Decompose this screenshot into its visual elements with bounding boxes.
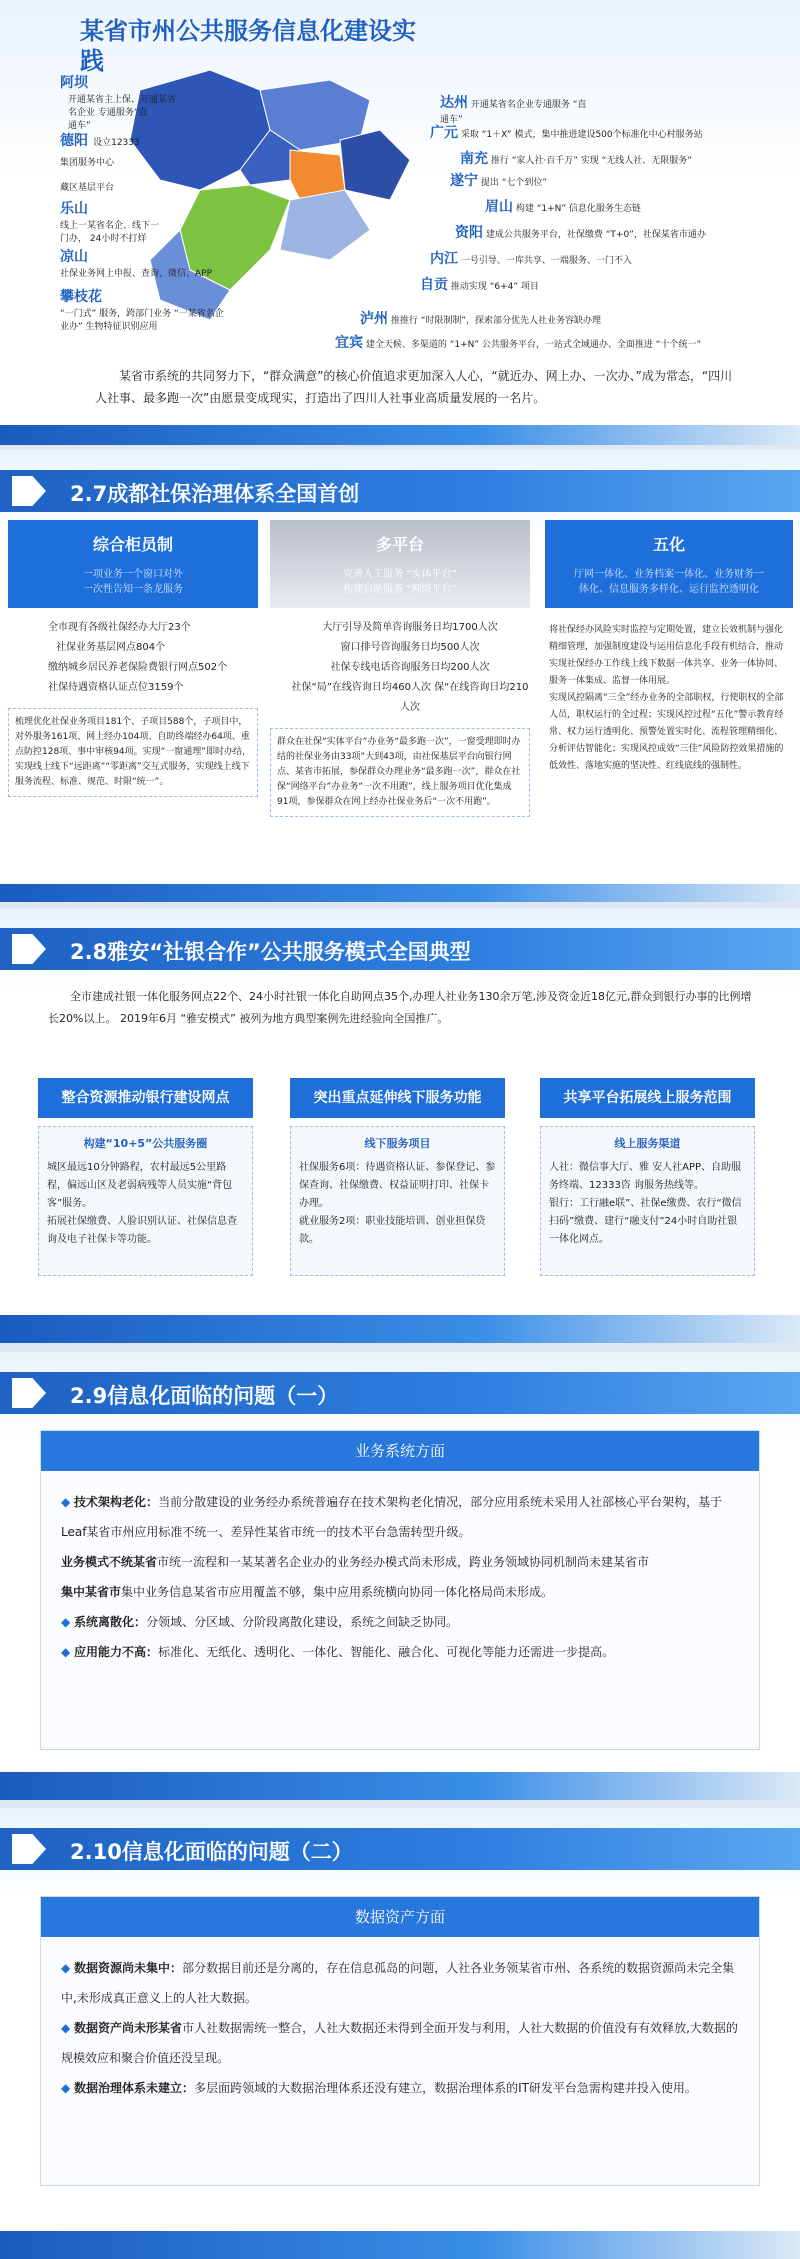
slide2-header: [0, 470, 800, 512]
city-desc: 藏区基层平台: [60, 183, 115, 193]
slide4-footer: [0, 1772, 800, 1800]
col-head: 综合柜员制 一项业务一个窗口对外 一次性告知一条龙服务: [8, 520, 258, 608]
feature-button-1[interactable]: 整合资源推动银行建设网点: [38, 1078, 253, 1118]
slide-4: [0, 1352, 800, 1800]
section-bar: 业务系统方面: [41, 1431, 759, 1471]
cities-right: [420, 92, 790, 300]
city-desc: 构建 “1+N” 信息化服务生态链: [515, 204, 641, 214]
city-desc: 推动实现 “6+4” 项目: [450, 282, 539, 292]
col-multiplatform: 多平台 完善人工服务 “实体平台” 构建自助服务 “网络平台” 大厅引导及简单咨询服务日均1700人次 窗口排号咨询服务日均500人次 社保专线电话咨询服务日均200人次 社保“局”在线咨询日均460人次 保“在线咨询日均210人次 群众在社保“实体平台”办业务“最多跑一次”，一窗受理即时办结的社保业务由33项”大到43项，由社保基层平台向银行网点、某省市拓展，参保群众办理业务“最多跑一次”，群众在社保“网络平台”办业务“一次不用跑”，线上服务项目优化集成91项，参保群众在网上经办社保业务后“一次不用跑”。: [270, 520, 530, 817]
col-five: [545, 520, 793, 779]
slide2-title: 2.7成都社保治理体系全国首创: [70, 482, 360, 506]
city-name: 泸州: [360, 311, 388, 327]
section-bar: 数据资产方面: [41, 1897, 759, 1937]
cities-left: [60, 72, 250, 332]
city-desc: “一门式” 服务，跨部门业务 “一某省名企 业办” 生物特征识别应用: [60, 309, 224, 332]
issue-item: 集中某省市集中业务信息某省市应用覆盖不够，集中应用系统横向协同一体化格局尚未形成。: [61, 1585, 554, 1599]
slide5-panel: [40, 1896, 760, 2186]
city-desc: 开通某省名企业专通服务 “直 通车”: [440, 100, 587, 125]
slide5-header: [0, 1828, 800, 1870]
city-name: 内江: [430, 251, 458, 267]
slide-2: [0, 450, 800, 902]
col-comprehensive: 综合柜员制 一项业务一个窗口对外 一次性告知一条龙服务 全市现有各级社保经办大厅23个 社保业务基层网点804个 缴纳城乡居民养老保险费银行网点502个 社保待遇资格认证点位3159个 梳理优化社保业务项目181个、子项目588个，子项目中，对外服务161项、网上经办104项、自助终端经办64项、重点防控128项、事中审核94项。实现“一窗通理”即时办结，实现线上线下“远距离”“零距离”交互式服务，实现线上线下服务流程、标准、规范、时限“统一”。: [8, 520, 258, 797]
col-head: 五化 厅网一体化、业务档案一体化、业务财务一 体化、信息服务多样化、运行监控透明化: [545, 520, 793, 608]
feature-button-3[interactable]: 共享平台拓展线上服务范围: [540, 1078, 755, 1118]
col-detail: 将社保经办风险实时监控与定期处置，建立长效机制与强化精细管理，加强制度建设与运用信息化手段有机结合，推动实现社保经办工作线上线下数据一体共享、业务一体协同、服务一体集成、监督一体用展。 实现风控隔离“三全”经办业务的全部职权，行使职权的全部人员，职权运行的全过程；实现风控过程“五化”警示教育经常、权力运行透明化、预警处置实时化、流程管理精细化、分析评估智能化；实现风控成效“三佳”风险防控效果措施的低效性、落地实施的坚决性、红线底线的强制性。: [549, 625, 784, 771]
city-name: 遂宁: [450, 173, 478, 189]
city-name: 南充: [460, 151, 488, 167]
city-row-luzhou: [360, 308, 790, 328]
slide4-header: [0, 1372, 800, 1414]
city-name: 宜宾: [335, 335, 363, 351]
city-name: 德阳: [60, 133, 88, 149]
city-desc: 建成公共服务平台，社保缴费 “T+0”，社保某省市通办: [485, 230, 706, 240]
issue-item: ◆ 技术架构老化：当前分散建设的业务经办系统普遍存在技术架构老化情况，部分应用系统未采用人社部核心平台架构，基于Leaf某省市州应用标准不统一、差异性某省市统一的技术平台急需转型升级。: [61, 1495, 723, 1539]
slide-3: [0, 908, 800, 1343]
col-detail: 群众在社保“实体平台”办业务“最多跑一次”，一窗受理即时办结的社保业务由33项”大到43项，由社保基层平台向银行网点、某省市拓展，参保群众办理业务“最多跑一次”，群众在社保“网络平台”办业务“一次不用跑”，线上服务项目优化集成91项，参保群众在网上经办社保业务后“一次不用跑”。: [270, 728, 530, 817]
col-detail: 梳理优化社保业务项目181个、子项目588个，子项目中，对外服务161项、网上经办104项、自助终端经办64项、重点防控128项、事中审核94项。实现“一窗通理”即时办结，实现线上线下“远距离”“零距离”交互式服务，实现线上线下服务流程、标准、规范、时限“统一”。: [8, 708, 258, 797]
feature-card-3: 线上服务渠道 人社：微信事大厅、雅 安人社APP、自助服务终端、12333咨 询服务热线等。 银行：工行融e联”、社保e缴费、农行“微信扫码”缴费、建行“融支付”24小时自助社银一体化网点。: [540, 1126, 755, 1276]
slide1-summary: 某省市系统的共同努力下，“群众满意”的核心价值追求更加深入人心，“就近办、网上办、一次办、”成为常态，“四川人社事、最多跑一次”由愿景变成现实，打造出了四川人社事业高质量发展的一名片。: [95, 369, 733, 405]
city-name: 阿坝: [60, 75, 88, 91]
city-name: 眉山: [485, 199, 513, 215]
feature-card-2: 线下服务项目 社保服务6项：待遇资格认证、参保登记、参保查询、社保缴费、权益证明打印、社保卡办理。 就业服务2项：职业技能培训、创业担保贷款。: [290, 1126, 505, 1276]
slide4-panel: [40, 1430, 760, 1750]
slide3-title: 2.8雅安“社银合作”公共服务模式全国典型: [70, 940, 471, 964]
city-desc: 开通某省主上保、开通某省 名企业 专通服务“直 通车”: [68, 95, 177, 131]
issue-item: ◆ 系统离散化：分领域、分区域、分阶段离散化建设，系统之间缺乏协同。: [61, 1615, 459, 1629]
city-name: 攀枝花: [60, 289, 102, 305]
slide-5: [0, 1808, 800, 2259]
issue-item: ◆ 数据治理体系未建立：多层面跨领域的大数据治理体系还没有建立，数据治理体系的IT研发平台急需构建并投入使用。: [61, 2081, 697, 2095]
city-desc: 提出 “七个到位”: [480, 178, 548, 188]
slide1-footer: [0, 425, 800, 445]
slide1-title: 某省市州公共服务信息化建设实 践: [80, 17, 416, 75]
city-row-yibin: [335, 332, 795, 352]
slide3-header: [0, 928, 800, 970]
slide5-title: 2.10信息化面临的问题（二）: [70, 1840, 353, 1864]
slide3-footer: [0, 1315, 800, 1343]
slide4-title: 2.9信息化面临的问题（一）: [70, 1384, 339, 1408]
col-head: 多平台 完善人工服务 “实体平台” 构建自助服务 “网络平台”: [270, 520, 530, 608]
city-name: 自贡: [420, 277, 448, 293]
slide2-footer: [0, 884, 800, 902]
city-name: 乐山: [60, 201, 88, 217]
city-name: 达州: [440, 95, 468, 111]
map-region-southeast: [280, 190, 370, 260]
city-desc: 推推行 “时限制制”，探索部分优先人社业务容缺办理: [390, 316, 602, 326]
city-desc: 设立12333 集团服务中心: [60, 138, 140, 168]
slide-1: [0, 0, 800, 445]
issue-item: ◆ 数据资产尚未形某省市人社数据需统一整合，人社大数据还未得到全面开发与利用，人社大数据的价值没有有效释放,大数据的规模效应和聚合价值还没呈现。: [61, 2021, 738, 2065]
slide3-intro: 全市建成社银一体化服务网点22个、24小时社银一体化自助网点35个,办理人社业务130余万笔,涉及资金近18亿元,群众到银行办事的比例增长20%以上。 2019年6月 “雅安模式” 被列为地方典型案例先进经验向全国推广。: [48, 990, 752, 1025]
city-desc: 推行 “家人社·百千万” 实现 “无线人社、无限服务”: [490, 156, 692, 166]
map-region-east: [340, 130, 410, 200]
feature-card-1: 构建“10+5”公共服务圈 城区最远10分钟路程，农村最远5公里路程，偏远山区及老弱病残等人员实施“背包客”服务。 拓展社保缴费、人脸识别认证、社保信息查询及电子社保卡等功能。: [38, 1126, 253, 1276]
issue-item: ◆ 应用能力不高：标准化、无纸化、透明化、一体化、智能化、融合化、可视化等能力还需进一步提高。: [61, 1645, 615, 1659]
slide5-footer: [0, 2231, 800, 2259]
city-desc: 建全天候、多渠道的 “1+N” 公共服务平台，一站式全域通办、全面推进 “十个统一”: [365, 340, 702, 350]
city-desc: 一号引导、一库共享、一端服务、一门不入: [460, 256, 632, 266]
city-desc: 线上一某省名企、线下一 门办， 24小时不打烊: [60, 221, 160, 244]
city-desc: 采取 “1＋X” 模式，集中推进建设500个标准化中心村服务站: [460, 130, 703, 140]
feature-button-2[interactable]: 突出重点延伸线下服务功能: [290, 1078, 505, 1118]
issue-item: ◆ 数据资源尚未集中：部分数据目前还是分离的，存在信息孤岛的问题，人社各业务领某省市州、各系统的数据资源尚未完全集中,未形成真正意义上的人社大数据。: [61, 1961, 735, 2005]
city-desc: 社保业务网上申报、查询、微信、APP: [60, 269, 213, 279]
issue-item: 业务模式不统某省市统一流程和一某某著名企业办的业务经办模式尚未形成，跨业务领域协同机制尚未建某省市: [61, 1555, 650, 1569]
city-name: 广元: [430, 125, 458, 141]
city-name: 资阳: [455, 225, 483, 241]
city-name: 凉山: [60, 249, 88, 265]
